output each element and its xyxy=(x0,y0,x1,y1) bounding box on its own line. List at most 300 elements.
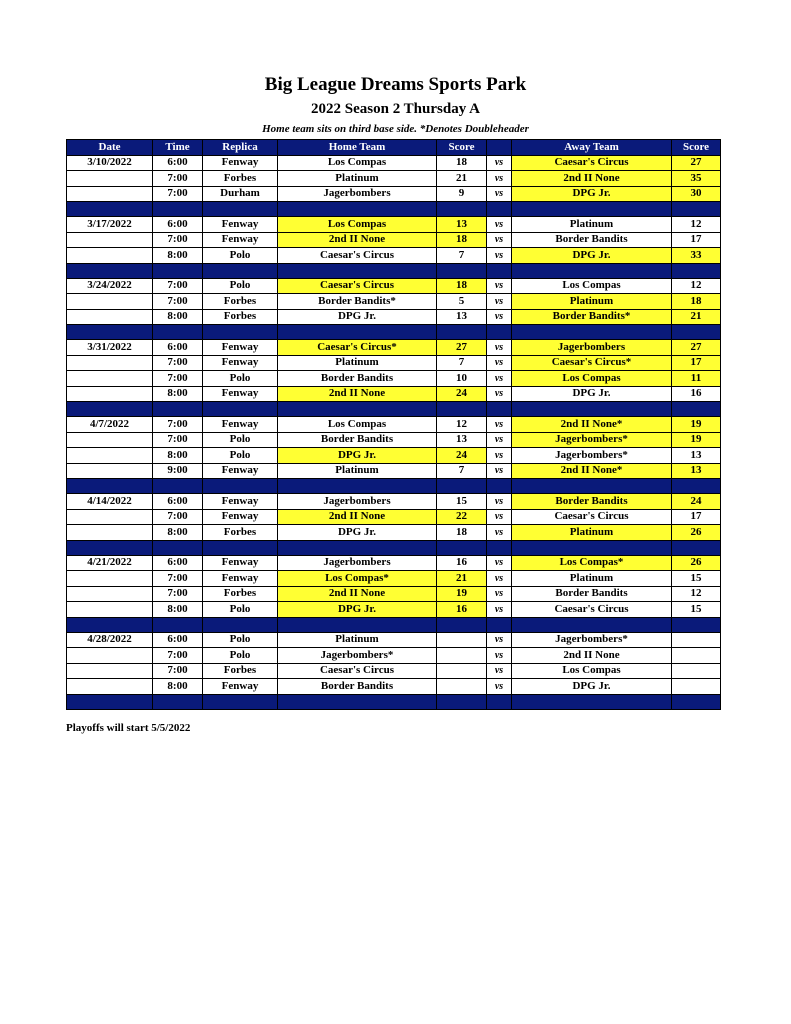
away-score-cell: 15 xyxy=(672,602,721,618)
vs-cell: vs xyxy=(487,679,512,695)
date-cell xyxy=(67,186,153,202)
away-team-cell: Jagerbombers* xyxy=(512,432,672,448)
replica-cell: Fenway xyxy=(203,217,278,233)
time-cell: 8:00 xyxy=(153,525,203,541)
away-team-cell: Platinum xyxy=(512,294,672,310)
home-team-cell: 2nd II None xyxy=(278,509,437,525)
replica-cell: Fenway xyxy=(203,509,278,525)
header-replica: Replica xyxy=(203,140,278,156)
home-team-cell: DPG Jr. xyxy=(278,602,437,618)
home-team-cell: Los Compas xyxy=(278,155,437,171)
away-score-cell: 13 xyxy=(672,463,721,479)
header-date: Date xyxy=(67,140,153,156)
away-team-cell: Border Bandits xyxy=(512,586,672,602)
vs-cell: vs xyxy=(487,217,512,233)
separator-cell xyxy=(672,694,721,709)
time-cell: 6:00 xyxy=(153,340,203,356)
replica-cell: Polo xyxy=(203,632,278,648)
game-row xyxy=(67,309,721,325)
replica-cell: Forbes xyxy=(203,309,278,325)
home-score-cell xyxy=(437,663,487,679)
date-cell xyxy=(67,586,153,602)
away-team-cell: 2nd II None xyxy=(512,648,672,664)
schedule-note: Home team sits on third base side. *Denotes Doubleheader xyxy=(262,123,529,135)
game-row xyxy=(67,294,721,310)
date-cell xyxy=(67,663,153,679)
separator-cell xyxy=(487,202,512,217)
time-cell: 6:00 xyxy=(153,632,203,648)
replica-cell: Fenway xyxy=(203,355,278,371)
separator-cell xyxy=(67,325,153,340)
time-cell: 6:00 xyxy=(153,155,203,171)
away-score-cell: 18 xyxy=(672,294,721,310)
away-team-cell: DPG Jr. xyxy=(512,386,672,402)
separator-cell xyxy=(512,402,672,417)
separator-cell xyxy=(487,479,512,494)
separator-cell xyxy=(672,479,721,494)
separator-cell xyxy=(512,479,672,494)
separator-cell xyxy=(203,694,278,709)
separator-cell xyxy=(437,694,487,709)
home-team-cell: Jagerbombers xyxy=(278,186,437,202)
home-team-cell: Caesar's Circus* xyxy=(278,340,437,356)
time-cell: 7:00 xyxy=(153,432,203,448)
date-cell xyxy=(67,648,153,664)
game-row xyxy=(67,186,721,202)
vs-cell: vs xyxy=(487,586,512,602)
home-score-cell: 19 xyxy=(437,586,487,602)
vs-cell: vs xyxy=(487,155,512,171)
away-team-cell: DPG Jr. xyxy=(512,186,672,202)
separator-cell xyxy=(67,617,153,632)
time-cell: 7:00 xyxy=(153,294,203,310)
home-score-cell: 7 xyxy=(437,248,487,264)
date-cell: 4/21/2022 xyxy=(67,555,153,571)
vs-cell: vs xyxy=(487,232,512,248)
home-team-cell: 2nd II None xyxy=(278,386,437,402)
time-cell: 7:00 xyxy=(153,648,203,664)
separator-cell xyxy=(672,202,721,217)
away-score-cell: 27 xyxy=(672,155,721,171)
separator-cell xyxy=(512,694,672,709)
separator-cell xyxy=(672,263,721,278)
vs-cell: vs xyxy=(487,525,512,541)
game-row xyxy=(67,155,721,171)
home-score-cell xyxy=(437,648,487,664)
header-home-team: Home Team xyxy=(278,140,437,156)
home-score-cell: 13 xyxy=(437,432,487,448)
game-row xyxy=(67,355,721,371)
away-team-cell: Caesar's Circus xyxy=(512,602,672,618)
vs-cell: vs xyxy=(487,463,512,479)
week-separator-row xyxy=(67,402,721,417)
away-team-cell: 2nd II None* xyxy=(512,417,672,433)
date-cell: 3/17/2022 xyxy=(67,217,153,233)
away-score-cell: 11 xyxy=(672,371,721,387)
replica-cell: Polo xyxy=(203,648,278,664)
date-cell xyxy=(67,294,153,310)
separator-cell xyxy=(437,479,487,494)
separator-cell xyxy=(203,402,278,417)
away-team-cell: Jagerbombers xyxy=(512,340,672,356)
separator-cell xyxy=(67,402,153,417)
home-team-cell: Border Bandits xyxy=(278,432,437,448)
replica-cell: Fenway xyxy=(203,155,278,171)
game-row xyxy=(67,494,721,510)
home-team-cell: Los Compas xyxy=(278,417,437,433)
replica-cell: Durham xyxy=(203,186,278,202)
date-cell xyxy=(67,355,153,371)
vs-cell: vs xyxy=(487,448,512,464)
away-team-cell: Jagerbombers* xyxy=(512,632,672,648)
away-team-cell: 2nd II None xyxy=(512,171,672,187)
separator-cell xyxy=(487,694,512,709)
home-team-cell: Los Compas* xyxy=(278,571,437,587)
separator-cell xyxy=(203,202,278,217)
separator-cell xyxy=(278,325,437,340)
header-away-score: Score xyxy=(672,140,721,156)
game-row xyxy=(67,632,721,648)
game-row xyxy=(67,525,721,541)
away-team-cell: Border Bandits xyxy=(512,232,672,248)
separator-cell xyxy=(512,325,672,340)
separator-cell xyxy=(153,202,203,217)
replica-cell: Fenway xyxy=(203,571,278,587)
home-score-cell xyxy=(437,632,487,648)
date-cell: 3/10/2022 xyxy=(67,155,153,171)
time-cell: 8:00 xyxy=(153,602,203,618)
separator-cell xyxy=(437,402,487,417)
time-cell: 6:00 xyxy=(153,494,203,510)
vs-cell: vs xyxy=(487,432,512,448)
away-team-cell: Los Compas xyxy=(512,371,672,387)
home-team-cell: Caesar's Circus xyxy=(278,663,437,679)
vs-cell: vs xyxy=(487,571,512,587)
vs-cell: vs xyxy=(487,340,512,356)
vs-cell: vs xyxy=(487,355,512,371)
time-cell: 9:00 xyxy=(153,463,203,479)
home-team-cell: Platinum xyxy=(278,463,437,479)
game-row xyxy=(67,371,721,387)
vs-cell: vs xyxy=(487,171,512,187)
separator-cell xyxy=(512,617,672,632)
separator-cell xyxy=(437,202,487,217)
home-score-cell: 15 xyxy=(437,494,487,510)
separator-cell xyxy=(67,540,153,555)
replica-cell: Fenway xyxy=(203,417,278,433)
home-score-cell: 7 xyxy=(437,355,487,371)
away-score-cell: 17 xyxy=(672,355,721,371)
home-team-cell: Los Compas xyxy=(278,217,437,233)
away-team-cell: Border Bandits xyxy=(512,494,672,510)
week-separator-row xyxy=(67,202,721,217)
home-score-cell: 16 xyxy=(437,602,487,618)
game-row xyxy=(67,555,721,571)
page-title: Big League Dreams Sports Park xyxy=(264,74,527,95)
game-row xyxy=(67,679,721,695)
time-cell: 6:00 xyxy=(153,555,203,571)
date-cell: 3/24/2022 xyxy=(67,278,153,294)
separator-cell xyxy=(278,202,437,217)
date-cell: 4/7/2022 xyxy=(67,417,153,433)
separator-cell xyxy=(278,402,437,417)
separator-cell xyxy=(487,402,512,417)
replica-cell: Fenway xyxy=(203,679,278,695)
separator-cell xyxy=(203,617,278,632)
vs-cell: vs xyxy=(487,386,512,402)
replica-cell: Forbes xyxy=(203,171,278,187)
separator-cell xyxy=(153,402,203,417)
away-score-cell: 33 xyxy=(672,248,721,264)
home-team-cell: Caesar's Circus xyxy=(278,278,437,294)
away-score-cell: 12 xyxy=(672,278,721,294)
separator-cell xyxy=(672,540,721,555)
separator-cell xyxy=(512,263,672,278)
time-cell: 6:00 xyxy=(153,217,203,233)
game-row xyxy=(67,417,721,433)
time-cell: 7:00 xyxy=(153,355,203,371)
away-team-cell: Platinum xyxy=(512,217,672,233)
away-score-cell: 13 xyxy=(672,448,721,464)
away-score-cell: 26 xyxy=(672,525,721,541)
home-score-cell: 9 xyxy=(437,186,487,202)
vs-cell: vs xyxy=(487,294,512,310)
replica-cell: Fenway xyxy=(203,555,278,571)
time-cell: 7:00 xyxy=(153,186,203,202)
away-score-cell: 24 xyxy=(672,494,721,510)
replica-cell: Polo xyxy=(203,432,278,448)
separator-cell xyxy=(487,325,512,340)
vs-cell: vs xyxy=(487,371,512,387)
time-cell: 7:00 xyxy=(153,663,203,679)
separator-cell xyxy=(278,263,437,278)
separator-cell xyxy=(512,202,672,217)
game-row xyxy=(67,248,721,264)
away-team-cell: Platinum xyxy=(512,525,672,541)
away-team-cell: Caesar's Circus xyxy=(512,155,672,171)
date-cell xyxy=(67,232,153,248)
date-cell xyxy=(67,571,153,587)
home-score-cell: 13 xyxy=(437,217,487,233)
replica-cell: Forbes xyxy=(203,294,278,310)
home-score-cell: 12 xyxy=(437,417,487,433)
vs-cell: vs xyxy=(487,248,512,264)
away-team-cell: Platinum xyxy=(512,571,672,587)
home-score-cell: 21 xyxy=(437,171,487,187)
replica-cell: Polo xyxy=(203,278,278,294)
away-score-cell: 17 xyxy=(672,509,721,525)
replica-cell: Forbes xyxy=(203,586,278,602)
vs-cell: vs xyxy=(487,494,512,510)
time-cell: 8:00 xyxy=(153,309,203,325)
replica-cell: Fenway xyxy=(203,386,278,402)
separator-cell xyxy=(203,540,278,555)
date-cell xyxy=(67,602,153,618)
separator-cell xyxy=(512,540,672,555)
game-row xyxy=(67,171,721,187)
time-cell: 7:00 xyxy=(153,171,203,187)
home-team-cell: Platinum xyxy=(278,171,437,187)
date-cell: 4/14/2022 xyxy=(67,494,153,510)
game-row xyxy=(67,663,721,679)
away-score-cell: 12 xyxy=(672,217,721,233)
vs-cell: vs xyxy=(487,309,512,325)
separator-cell xyxy=(67,202,153,217)
separator-cell xyxy=(153,325,203,340)
away-team-cell: Caesar's Circus* xyxy=(512,355,672,371)
away-score-cell: 12 xyxy=(672,586,721,602)
date-cell xyxy=(67,248,153,264)
time-cell: 8:00 xyxy=(153,448,203,464)
week-separator-row xyxy=(67,694,721,709)
date-cell xyxy=(67,463,153,479)
away-team-cell: 2nd II None* xyxy=(512,463,672,479)
home-score-cell: 5 xyxy=(437,294,487,310)
vs-cell: vs xyxy=(487,648,512,664)
away-score-cell: 16 xyxy=(672,386,721,402)
separator-cell xyxy=(437,617,487,632)
separator-cell xyxy=(67,263,153,278)
time-cell: 8:00 xyxy=(153,248,203,264)
away-score-cell: 19 xyxy=(672,432,721,448)
time-cell: 8:00 xyxy=(153,679,203,695)
home-team-cell: DPG Jr. xyxy=(278,309,437,325)
home-score-cell: 18 xyxy=(437,155,487,171)
date-cell xyxy=(67,171,153,187)
separator-cell xyxy=(203,479,278,494)
away-team-cell: Los Compas xyxy=(512,278,672,294)
separator-cell xyxy=(487,263,512,278)
away-score-cell: 26 xyxy=(672,555,721,571)
time-cell: 7:00 xyxy=(153,232,203,248)
date-cell xyxy=(67,679,153,695)
home-score-cell: 13 xyxy=(437,309,487,325)
home-team-cell: Caesar's Circus xyxy=(278,248,437,264)
replica-cell: Fenway xyxy=(203,340,278,356)
game-row xyxy=(67,432,721,448)
game-row xyxy=(67,586,721,602)
away-team-cell: DPG Jr. xyxy=(512,679,672,695)
home-score-cell: 22 xyxy=(437,509,487,525)
home-team-cell: Platinum xyxy=(278,632,437,648)
away-score-cell: 17 xyxy=(672,232,721,248)
home-score-cell: 18 xyxy=(437,525,487,541)
game-row xyxy=(67,648,721,664)
time-cell: 7:00 xyxy=(153,586,203,602)
week-separator-row xyxy=(67,325,721,340)
replica-cell: Polo xyxy=(203,248,278,264)
separator-cell xyxy=(672,325,721,340)
home-score-cell: 16 xyxy=(437,555,487,571)
separator-cell xyxy=(67,479,153,494)
home-team-cell: 2nd II None xyxy=(278,586,437,602)
away-score-cell: 21 xyxy=(672,309,721,325)
replica-cell: Polo xyxy=(203,448,278,464)
vs-cell: vs xyxy=(487,632,512,648)
vs-cell: vs xyxy=(487,602,512,618)
home-team-cell: Border Bandits xyxy=(278,371,437,387)
date-cell xyxy=(67,525,153,541)
week-separator-row xyxy=(67,479,721,494)
header-time: Time xyxy=(153,140,203,156)
away-team-cell: Los Compas* xyxy=(512,555,672,571)
home-score-cell: 24 xyxy=(437,448,487,464)
time-cell: 7:00 xyxy=(153,417,203,433)
home-score-cell: 21 xyxy=(437,571,487,587)
separator-cell xyxy=(278,694,437,709)
vs-cell: vs xyxy=(487,663,512,679)
home-team-cell: 2nd II None xyxy=(278,232,437,248)
time-cell: 8:00 xyxy=(153,386,203,402)
game-row xyxy=(67,386,721,402)
replica-cell: Fenway xyxy=(203,232,278,248)
home-team-cell: DPG Jr. xyxy=(278,448,437,464)
game-row xyxy=(67,602,721,618)
away-team-cell: Jagerbombers* xyxy=(512,448,672,464)
game-row xyxy=(67,448,721,464)
away-score-cell xyxy=(672,663,721,679)
home-score-cell xyxy=(437,679,487,695)
separator-cell xyxy=(672,617,721,632)
away-score-cell: 30 xyxy=(672,186,721,202)
replica-cell: Polo xyxy=(203,371,278,387)
date-cell: 4/28/2022 xyxy=(67,632,153,648)
game-row xyxy=(67,463,721,479)
separator-cell xyxy=(672,402,721,417)
away-team-cell: DPG Jr. xyxy=(512,248,672,264)
home-team-cell: Jagerbombers* xyxy=(278,648,437,664)
home-team-cell: DPG Jr. xyxy=(278,525,437,541)
header-vs xyxy=(487,140,512,156)
separator-cell xyxy=(278,540,437,555)
game-row xyxy=(67,232,721,248)
vs-cell: vs xyxy=(487,509,512,525)
separator-cell xyxy=(203,325,278,340)
home-score-cell: 27 xyxy=(437,340,487,356)
separator-cell xyxy=(437,263,487,278)
home-score-cell: 10 xyxy=(437,371,487,387)
vs-cell: vs xyxy=(487,186,512,202)
header-home-score: Score xyxy=(437,140,487,156)
separator-cell xyxy=(203,263,278,278)
schedule-body xyxy=(67,155,721,709)
home-team-cell: Border Bandits* xyxy=(278,294,437,310)
playoffs-note: Playoffs will start 5/5/2022 xyxy=(66,722,191,734)
separator-cell xyxy=(437,540,487,555)
date-cell xyxy=(67,432,153,448)
home-score-cell: 24 xyxy=(437,386,487,402)
week-separator-row xyxy=(67,617,721,632)
replica-cell: Forbes xyxy=(203,525,278,541)
week-separator-row xyxy=(67,540,721,555)
away-score-cell xyxy=(672,679,721,695)
time-cell: 7:00 xyxy=(153,371,203,387)
home-team-cell: Jagerbombers xyxy=(278,494,437,510)
away-score-cell: 19 xyxy=(672,417,721,433)
separator-cell xyxy=(278,479,437,494)
date-cell: 3/31/2022 xyxy=(67,340,153,356)
date-cell xyxy=(67,448,153,464)
away-score-cell xyxy=(672,632,721,648)
header-row xyxy=(67,140,721,156)
time-cell: 7:00 xyxy=(153,278,203,294)
header-away-team: Away Team xyxy=(512,140,672,156)
separator-cell xyxy=(153,479,203,494)
away-score-cell xyxy=(672,648,721,664)
replica-cell: Fenway xyxy=(203,463,278,479)
away-team-cell: Border Bandits* xyxy=(512,309,672,325)
separator-cell xyxy=(487,617,512,632)
